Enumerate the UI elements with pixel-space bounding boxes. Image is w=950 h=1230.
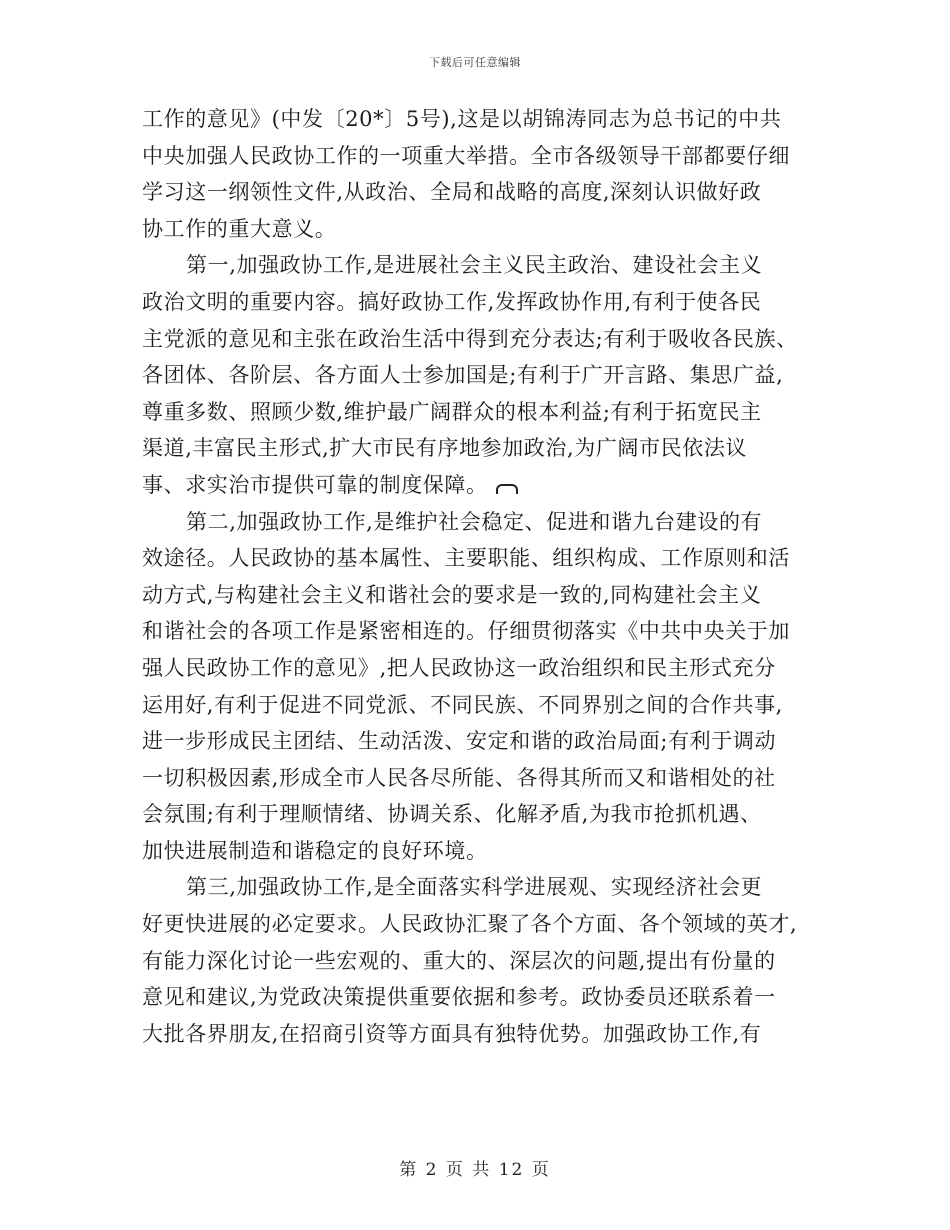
text-line: 协工作的重大意义。	[142, 216, 337, 241]
text-line: 加快进展制造和谐稳定的良好环境。	[142, 838, 488, 863]
text-line: 会氛围;有利于理顺情绪、协调关系、化解矛盾,为我市抢抓机遇、	[142, 802, 762, 827]
text-line: 主党派的意见和主张在政治生活中得到充分表达;有利于吸收各民族、	[142, 326, 798, 351]
text-line: 渠道,丰富民主形式,扩大市民有序地参加政治,为广阔市民依法议	[142, 436, 748, 461]
text-line-with-mark	[142, 467, 812, 504]
text-line: 中央加强人民政协工作的一项重大举措。全市各级领导干部都要仔细	[142, 143, 790, 168]
edit-mark-icon	[496, 484, 518, 494]
document-body	[142, 101, 812, 1052]
text-line: 工作的意见》(中发〔20*〕5号),这是以胡锦涛同志为总书记的中共	[142, 107, 782, 131]
text-line: 运用好,有利于促进不同党派、不同民族、不同界别之间的合作共事,	[142, 692, 783, 717]
text-line: 一切积极因素,形成全市人民各尽所能、各得其所而又和谐相处的社	[142, 765, 776, 790]
text-line: 和谐社会的各项工作是紧密相连的。仔细贯彻落实《中共中央关于加	[142, 619, 790, 644]
text-line: 学习这一纲领性文件,从政治、全局和战略的高度,深刻认识做好政	[142, 180, 762, 205]
text-line: 进一步形成民主团结、生动活泼、安定和谐的政治局面;有利于调动	[142, 729, 777, 754]
page-header: 下载后可任意编辑	[429, 56, 521, 69]
text-line: 好更快进展的必定要求。人民政协汇聚了各个方面、各个领域的英才,	[142, 912, 798, 937]
text-line: 强人民政协工作的意见》,把人民政协这一政治组织和民主形式充分	[142, 655, 776, 680]
text-line-content: 事、求实治市提供可靠的制度保障。	[142, 472, 488, 497]
text-line: 动方式,与构建社会主义和谐社会的要求是一致的,同构建社会主义	[142, 582, 762, 607]
text-line: 意见和建议,为党政决策提供重要依据和参考。政协委员还联系着一	[142, 985, 776, 1010]
paragraph-start-line: 第一,加强政协工作,是进展社会主义民主政治、建设社会主义	[186, 253, 763, 278]
text-line: 大批各界朋友,在招商引资等方面具有独特优势。加强政协工作,有	[142, 1021, 762, 1046]
text-line: 政治文明的重要内容。搞好政协工作,发挥政协作用,有利于使各民	[142, 289, 762, 314]
text-line: 效途径。人民政协的基本属性、主要职能、组织构成、工作原则和活	[142, 546, 790, 571]
page-footer: 第 2 页 共 12 页	[399, 1160, 551, 1180]
text-line: 有能力深化讨论一些宏观的、重大的、深层次的问题,提出有份量的	[142, 948, 776, 973]
paragraph-start-line: 第三,加强政协工作,是全面落实科学进展观、实现经济社会更	[186, 875, 763, 900]
text-line: 各团体、各阶层、各方面人士参加国是;有利于广开言路、集思广益,	[142, 363, 784, 388]
paragraph-start-line: 第二,加强政协工作,是维护社会稳定、促进和谐九台建设的有	[186, 509, 763, 534]
text-line: 尊重多数、照顾少数,维护最广阔群众的根本利益;有利于拓宽民主	[142, 399, 762, 424]
